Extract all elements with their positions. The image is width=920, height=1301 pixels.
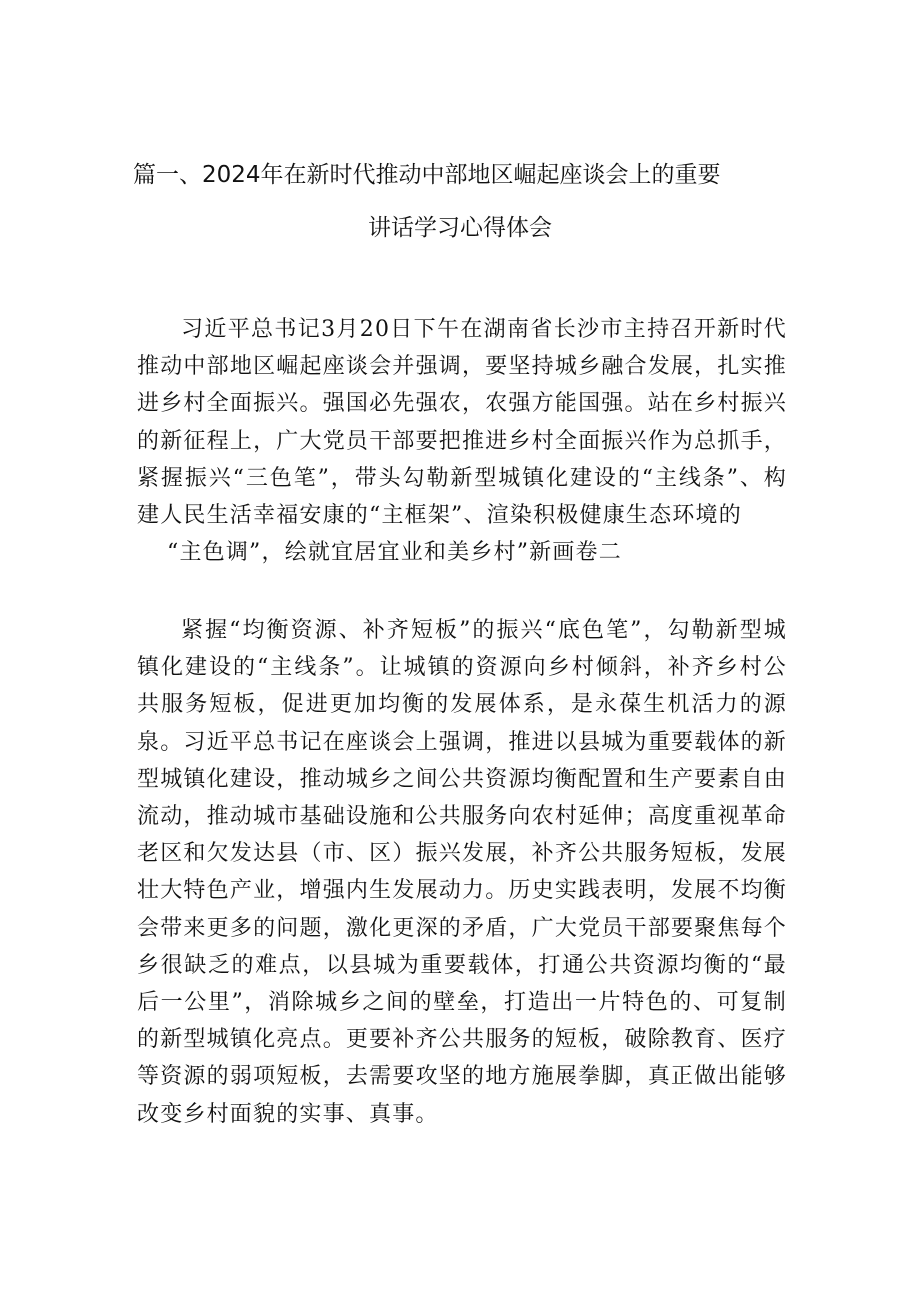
paragraph-1-text: 习近平总书记3月20日下午在湖南省长沙市主持召开新时代推动中部地区崛起座谈会并强调，要坚持城乡融合发展，扎实推进乡村全面振兴。强国必先强农，农强方能国强。站在乡村振兴的新征程上，广大党员干部要把推进乡村全面振兴作为总抓手，紧握振兴“三色笔”，带头勾勒新型城镇化建设的“主线条”、构建人民生活幸福安康的“主框架”、渲染积极健康生态环境的 (137, 317, 787, 529)
document-title-line-2: 讲话学习心得体会 (368, 215, 552, 241)
paragraph-2 (137, 612, 787, 1133)
paragraph-2-text: 紧握“均衡资源、补齐短板”的振兴“底色笔”，勾勒新型城镇化建设的“主线条”。让城镇的资源向乡村倾斜，补齐乡村公共服务短板，促进更加均衡的发展体系，是永葆生机活力的源泉。习近平总书记在座谈会上强调，推进以县城为重要载体的新型城镇化建设，推动城乡之间公共资源均衡配置和生产要素自由流动，推动城市基础设施和公共服务向农村延伸；高度重视革命老区和欠发达县（市、区）振兴发展，补齐公共服务短板，发展壮大特色产业，增强内生发展动力。历史实践表明，发展不均衡会带来更多的问题，激化更深的矛盾，广大党员干部要聚焦每个乡很缺乏的难点，以县城为重要载体，打通公共资源均衡的“最后一公里”，消除城乡之间的壁垒，打造出一片特色的、可复制的新型城镇化亮点。更要补齐公共服务的短板，破除教育、医疗等资源的弱项短板，去需要攻坚的地方施展拳脚，真正做出能够改变乡村面貌的实事、真事。 (137, 618, 787, 1127)
paragraph-1-tail: “主色调”，绘就宜居宜业和美乡村”新画卷二 (167, 540, 622, 566)
paragraph-1 (137, 311, 787, 571)
document-title-line-1: 篇一、2024年在新时代推动中部地区崛起座谈会上的重要 (133, 162, 721, 188)
